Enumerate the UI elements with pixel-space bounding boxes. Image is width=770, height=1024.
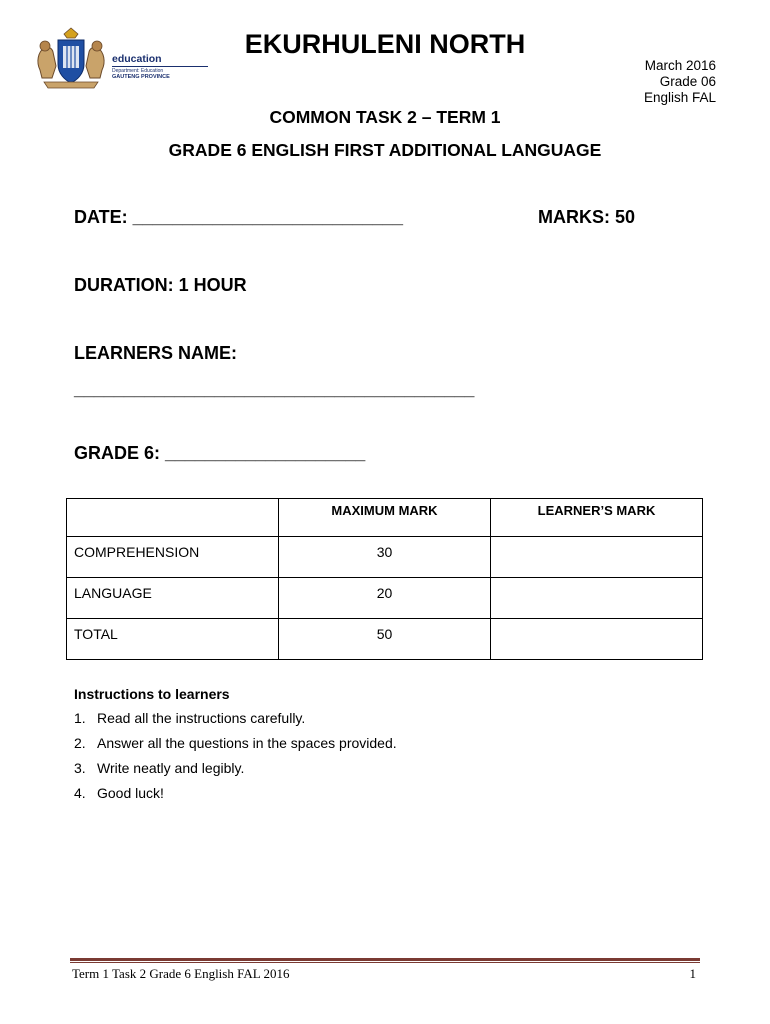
duration-field: DURATION: 1 HOUR bbox=[74, 275, 247, 295]
instructions bbox=[74, 686, 397, 810]
list-item bbox=[74, 760, 397, 777]
gauteng-education-logo bbox=[34, 26, 184, 90]
list-item-text: Good luck! bbox=[97, 785, 164, 801]
table-header-blank bbox=[67, 499, 279, 537]
row-learner-mark bbox=[491, 619, 703, 660]
task-title: COMMON TASK 2 – TERM 1 bbox=[269, 107, 501, 127]
list-item-number: 1. bbox=[74, 710, 86, 726]
coat-of-arms-icon bbox=[34, 26, 114, 90]
row-learner-mark bbox=[491, 537, 703, 578]
footer-rule-thin bbox=[70, 962, 700, 963]
table-header-max: MAXIMUM MARK bbox=[279, 499, 491, 537]
logo-province: GAUTENG PROVINCE bbox=[112, 74, 170, 80]
instructions-list bbox=[74, 710, 397, 802]
logo-word: education bbox=[112, 53, 162, 65]
learner-name-label: LEARNERS NAME: bbox=[74, 343, 238, 363]
footer-text: Term 1 Task 2 Grade 6 English FAL 2016 bbox=[72, 966, 290, 981]
list-item-number: 2. bbox=[74, 735, 86, 751]
meta-subject: English FAL bbox=[643, 90, 716, 105]
header-meta bbox=[590, 58, 716, 106]
list-item-number: 3. bbox=[74, 760, 86, 776]
list-item-text: Read all the instructions carefully. bbox=[97, 710, 306, 726]
meta-date: March 2016 bbox=[644, 58, 716, 73]
row-label: TOTAL bbox=[67, 619, 279, 660]
logo-divider bbox=[112, 66, 208, 67]
page-number: 1 bbox=[689, 966, 696, 981]
instructions-heading: Instructions to learners bbox=[74, 686, 230, 702]
list-item bbox=[74, 710, 397, 727]
list-item-text: Write neatly and legibly. bbox=[97, 760, 245, 776]
date-field: DATE: ___________________________ bbox=[74, 207, 403, 227]
list-item-number: 4. bbox=[74, 785, 86, 801]
marks-field: MARKS: 50 bbox=[538, 207, 636, 227]
district-title: EKURHULENI NORTH bbox=[244, 29, 526, 59]
meta-grade: Grade 06 bbox=[659, 74, 716, 89]
marks-table bbox=[66, 498, 703, 660]
row-label: LANGUAGE bbox=[67, 578, 279, 619]
row-learner-mark bbox=[491, 578, 703, 619]
row-label: COMPREHENSION bbox=[67, 537, 279, 578]
list-item bbox=[74, 735, 397, 752]
grade-field: GRADE 6: ____________________ bbox=[74, 443, 366, 463]
row-max-mark: 50 bbox=[279, 619, 491, 660]
row-max-mark: 20 bbox=[279, 578, 491, 619]
logo-department: Department: Education bbox=[112, 68, 164, 74]
learner-name-line: ________________________________________ bbox=[74, 379, 475, 399]
list-item-text: Answer all the questions in the spaces provided. bbox=[97, 735, 397, 751]
table-row bbox=[67, 578, 703, 619]
row-max-mark: 30 bbox=[279, 537, 491, 578]
footer-rule-thick bbox=[70, 958, 700, 961]
table-header-row bbox=[67, 499, 703, 537]
table-row bbox=[67, 537, 703, 578]
list-item bbox=[74, 785, 397, 802]
table-row bbox=[67, 619, 703, 660]
table-header-learner: LEARNER’S MARK bbox=[491, 499, 703, 537]
subject-title: GRADE 6 ENGLISH FIRST ADDITIONAL LANGUAGE bbox=[168, 140, 602, 160]
